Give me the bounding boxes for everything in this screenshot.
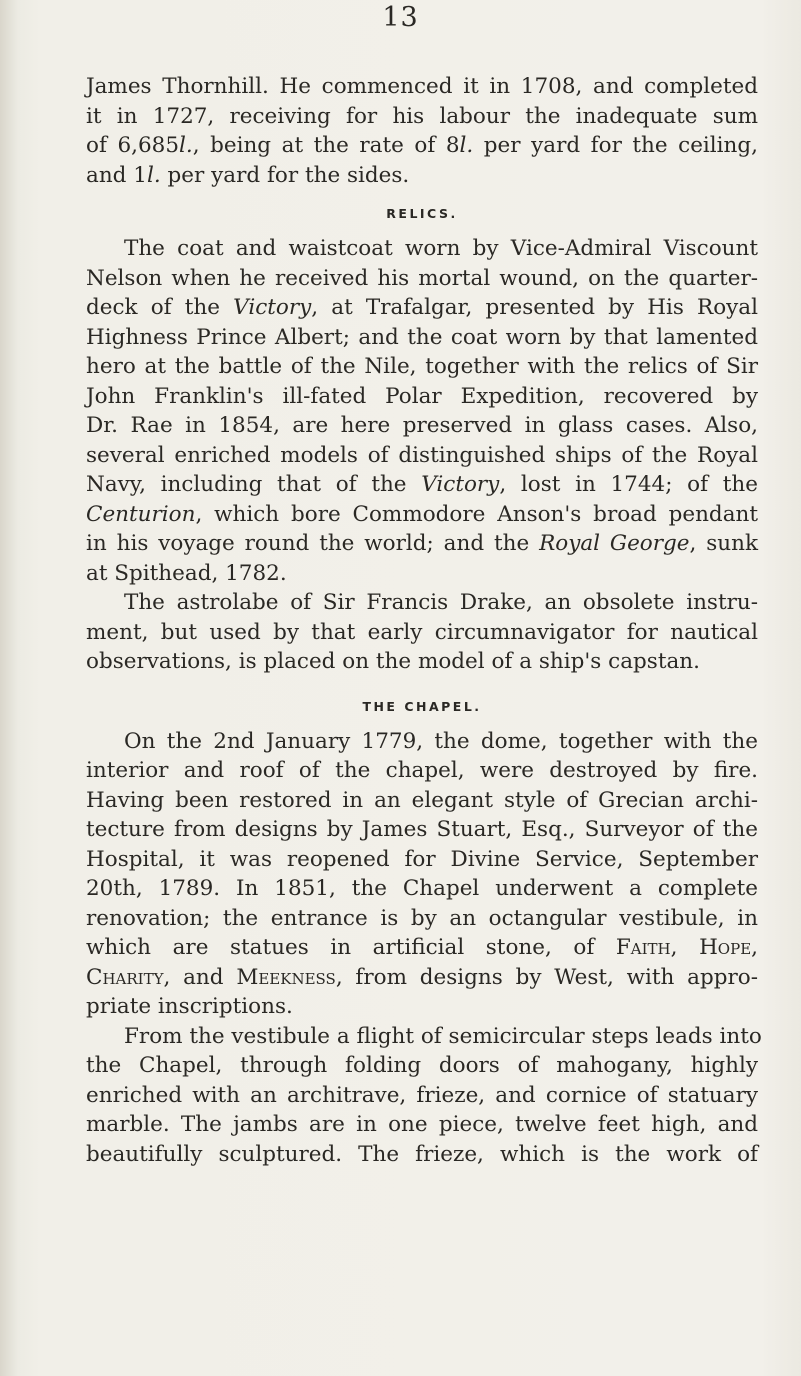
text-line [86, 293, 758, 323]
text-line: interior and roof of the chapel, were destroyed by fire. [86, 758, 758, 783]
text-line [86, 470, 758, 500]
text-line: Nelson when he received his mortal wound, on the quarter- [86, 265, 758, 291]
text-span: which are statues in artificial stone, of [86, 935, 616, 960]
text-line: the Chapel, through folding doors of mahogany, highly [86, 1053, 758, 1078]
virtue-name: Hope [699, 935, 752, 960]
text-line: John Franklin's ill-fated Polar Expedition, recovered by [86, 383, 758, 409]
ship-name: Centurion [86, 501, 196, 527]
text-line: Hospital, it was reopened for Divine Service, September [86, 846, 758, 872]
text-span: , from designs by West, with appro- [335, 964, 759, 990]
text-span: Navy, including that of the [86, 472, 422, 497]
section-heading-relics: RELICS. [386, 206, 458, 221]
page-number: 13 [382, 2, 419, 33]
paragraph-chapel-history [86, 727, 758, 1022]
virtue-name: Meekness [236, 964, 336, 990]
paragraph-vestibule [86, 1022, 762, 1170]
text-span: , and [163, 964, 237, 990]
text-span: of 6,685 [86, 133, 179, 158]
text-span: per yard for the ceiling, [473, 133, 758, 158]
section-heading-chapel: THE CHAPEL. [362, 698, 482, 714]
text-line [86, 529, 758, 559]
text-line: it in 1727, receiving for his labour the inadequate sum [86, 103, 758, 129]
paragraph-ceiling-cost [86, 72, 758, 190]
text-line: Highness Prince Albert; and the coat worn by that lamented [86, 324, 758, 350]
text-line: at Spithead, 1782. [86, 560, 287, 586]
text-span: , [751, 935, 758, 960]
text-line: Dr. Rae in 1854, are here preserved in glass cases. Also, [86, 413, 758, 438]
text-line [86, 963, 758, 993]
text-line: renovation; the entrance is by an octangular vestibule, in [86, 905, 758, 931]
text-span: , [670, 935, 700, 960]
text-line: hero at the battle of the Nile, together with the relics of Sir [86, 354, 758, 379]
text-line: several enriched models of distinguished ships of the Royal [86, 442, 758, 468]
text-span: , sunk [689, 531, 758, 556]
text-line: priate inscriptions. [86, 994, 293, 1019]
text-span: and 1 [86, 162, 147, 188]
text-line: Having been restored in an elegant style of Grecian archi- [86, 787, 758, 813]
pound-abbrev: l. [459, 133, 474, 158]
text-line: tecture from designs by James Stuart, Esq., Surveyor of the [86, 817, 758, 842]
text-span: per yard for the sides. [160, 162, 410, 188]
text-line [86, 500, 758, 530]
text-line: The coat and waistcoat worn by Vice-Admiral Viscount [124, 236, 758, 261]
paragraph-relics [86, 234, 758, 588]
ship-name: Victory [421, 472, 500, 497]
page-body [86, 72, 762, 1169]
text-line: From the vestibule a flight of semicircular steps leads into [124, 1023, 762, 1049]
ship-name: Victory [233, 295, 312, 320]
ship-name: Royal George [539, 531, 690, 556]
pound-abbrev: l. [146, 162, 161, 188]
text-line: 20th, 1789. In 1851, the Chapel underwent a complete [86, 876, 758, 901]
text-span: in his voyage round the world; and the [86, 531, 540, 556]
text-line: enriched with an architrave, frieze, and cornice of statuary [86, 1082, 758, 1108]
text-span: , which bore Commodore Anson's broad pendant [195, 501, 758, 527]
text-span: , at Trafalgar, presented by His Royal [311, 295, 758, 320]
text-span: deck of the [86, 295, 234, 320]
paragraph-astrolabe [86, 588, 758, 677]
text-line: James Thornhill. He commenced it in 1708, and completed [86, 74, 758, 99]
pound-abbrev: l. [179, 133, 193, 158]
text-line [86, 161, 758, 191]
text-line: marble. The jambs are in one piece, twelve feet high, and [86, 1112, 758, 1137]
text-line: observations, is placed on the model of a ship's capstan. [86, 649, 700, 674]
text-line [86, 933, 758, 963]
text-line: ment, but used by that early circumnavigator for nautical [86, 619, 758, 645]
text-line: beautifully sculptured. The frieze, which is the work of [86, 1141, 758, 1167]
text-span: , lost in 1744; of the [499, 472, 758, 497]
text-span: , being at the rate of 8 [192, 133, 460, 158]
text-line: On the 2nd January 1779, the dome, together with the [124, 728, 758, 754]
virtue-name: Faith [615, 935, 671, 960]
text-line [86, 131, 758, 161]
text-line: The astrolabe of Sir Francis Drake, an obsolete instru- [124, 590, 758, 615]
virtue-name: Charity [86, 964, 164, 990]
